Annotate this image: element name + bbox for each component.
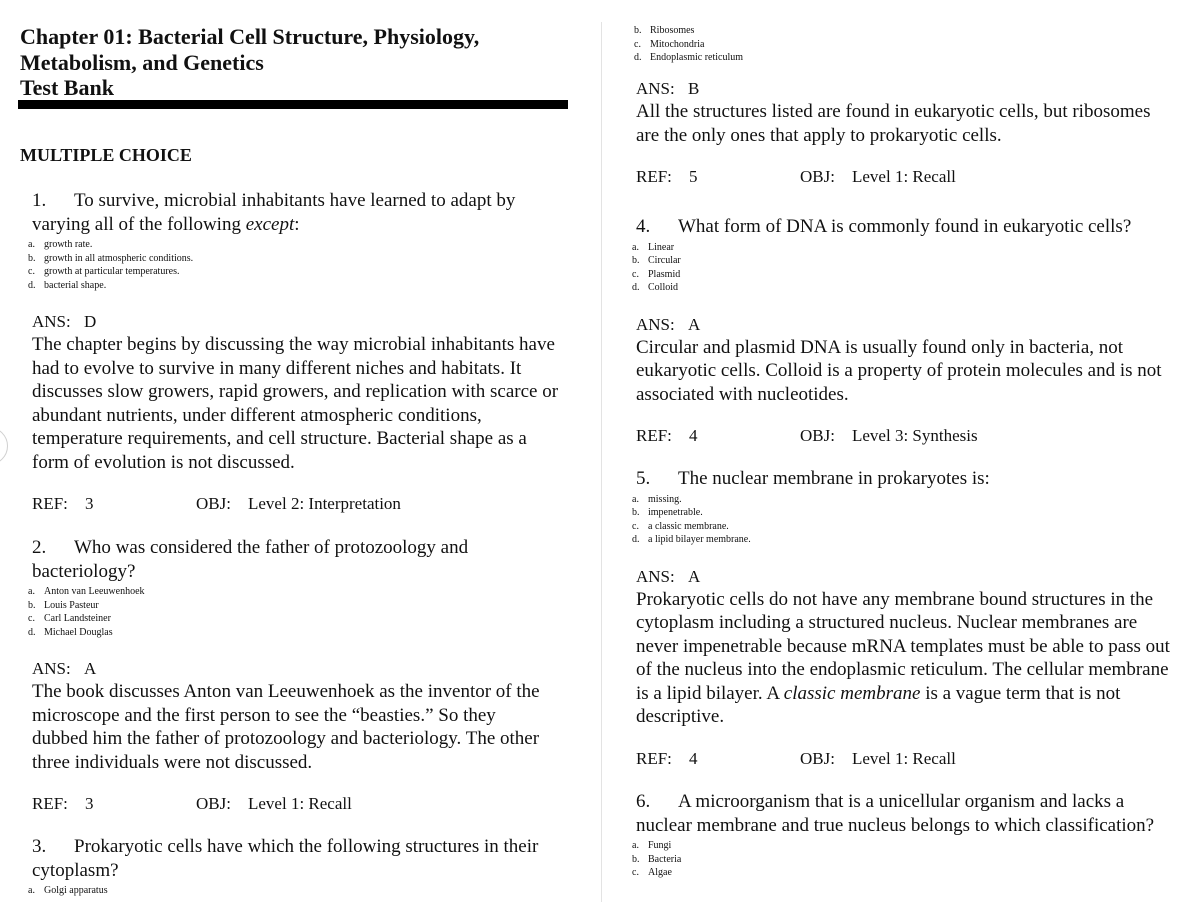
reference-line: REF: 3 OBJ: Level 1: Recall <box>32 794 352 813</box>
choice-b: b. Louis Pasteur <box>28 599 99 611</box>
answer-line: ANS: B <box>636 79 700 98</box>
choice-c: c. Plasmid <box>632 268 681 280</box>
choice-list <box>28 585 552 639</box>
choice-d: d. Colloid <box>632 282 679 293</box>
answer-line: ANS: D <box>32 312 97 331</box>
question-stem: 6. A microorganism that is a unicellular organism and lacks a nuclear membrane and true nucleus belongs to which classification? <box>636 791 1155 836</box>
choice-d: d. Michael Douglas <box>28 626 113 638</box>
question-3 <box>28 835 572 898</box>
choice-b: b. growth in all atmospheric conditions. <box>28 252 194 264</box>
choice-c: c. Mitochondria <box>634 38 705 50</box>
question-number: 3. <box>32 836 47 857</box>
question-2 <box>28 536 552 816</box>
answer-line: ANS: A <box>636 314 701 334</box>
question-3-answer <box>636 59 1176 189</box>
question-stem: 4. What form of DNA is commonly found in eukaryotic cells? <box>636 216 1132 237</box>
choice-list <box>28 238 567 292</box>
choice-list <box>28 884 572 898</box>
choice-list <box>632 493 1176 547</box>
page-edge-circle <box>0 427 8 465</box>
rationale: The chapter begins by discussing the way microbial inhabitants have had to evolve to survive in many different niches and habitats. It discusses slow growers, rapid growers, and replication with scarce or abundant nutrients, under different atmospheric conditions, temperature requirements, and cell structure. Bacterial shape as a form of evolution is not discussed. <box>32 334 559 473</box>
question-number: 2. <box>32 537 47 558</box>
choice-c: c. Algae <box>632 867 672 878</box>
question-number: 6. <box>636 791 651 812</box>
column-divider <box>601 22 602 902</box>
title-line-3: Test Bank <box>20 75 114 100</box>
answer-value: B <box>688 79 700 98</box>
answer-value: A <box>688 566 701 586</box>
choice-b: b. Bacteria <box>632 853 682 865</box>
choice-b: b. Ribosomes <box>634 25 695 36</box>
choice-a: a. Anton van Leeuwenhoek <box>28 586 145 597</box>
choice-a: a. Golgi apparatus <box>28 885 108 896</box>
rationale: All the structures listed are found in eukaryotic cells, but ribosomes are the only ones that apply to prokaryotic cells. <box>636 101 1151 146</box>
choice-a: a. missing. <box>632 493 682 505</box>
choice-list <box>632 839 1166 880</box>
section-heading: MULTIPLE CHOICE <box>20 145 192 165</box>
reference-line: REF: 4 OBJ: Level 1: Recall <box>636 748 956 768</box>
answer-value: A <box>84 659 97 678</box>
choice-a: a. Linear <box>632 241 675 253</box>
choice-d: d. bacterial shape. <box>28 279 107 291</box>
choice-b: b. Circular <box>632 255 681 266</box>
choice-c: c. growth at particular temperatures. <box>28 266 180 277</box>
choice-a: a. Fungi <box>632 840 672 851</box>
question-4 <box>632 215 1176 448</box>
question-6 <box>632 790 1166 880</box>
rationale: The book discusses Anton van Leeuwenhoek as the inventor of the microscope and the first person to see the “beasties.” So they dubbed him the father of protozoology and bacteriology. The other three individuals were not discussed. <box>32 681 540 773</box>
title-line-1: Chapter 01: Bacterial Cell Structure, Physiology, <box>20 24 480 49</box>
choice-c: c. a classic membrane. <box>632 520 729 532</box>
question-stem: 3. Prokaryotic cells have which the following structures in their cytoplasm? <box>32 836 539 881</box>
question-number: 4. <box>636 216 651 237</box>
rationale: Circular and plasmid DNA is usually found only in bacteria, not eukaryotic cells. Colloid is a property of protein molecules and is not associated with nucleotides. <box>636 336 1162 405</box>
choice-b: b. impenetrable. <box>632 507 703 518</box>
question-1 <box>28 189 567 516</box>
question-stem: 1. To survive, microbial inhabitants have learned to adapt by varying all of the following except: <box>32 190 516 235</box>
answer-line: ANS: A <box>32 659 97 678</box>
question-5 <box>632 467 1176 771</box>
rationale: Prokaryotic cells do not have any membrane bound structures in the cytoplasm including a structured nucleus. Nuclear membranes are never impenetrable because mRNA templates must be able to pass out of the nucleus into the endoplasmic reticulum. The cellular membrane is a lipid bilayer. A classic membrane is a vague term that is not descriptive. <box>636 588 1170 727</box>
choice-list <box>632 241 1176 295</box>
answer-line: ANS: A <box>636 566 701 586</box>
question-number: 1. <box>32 190 47 211</box>
reference-line: REF: 5 OBJ: Level 1: Recall <box>636 167 956 186</box>
question-number: 5. <box>636 468 651 489</box>
question-stem: 5. The nuclear membrane in prokaryotes is: <box>636 468 990 489</box>
answer-value: D <box>84 312 97 331</box>
reference-line: REF: 4 OBJ: Level 3: Synthesis <box>636 426 978 445</box>
reference-line: REF: 3 OBJ: Level 2: Interpretation <box>32 494 401 513</box>
choice-d: d. Endoplasmic reticulum <box>634 52 744 63</box>
question-stem: 2. Who was considered the father of protozoology and bacteriology? <box>32 537 469 582</box>
title-line-2: Metabolism, and Genetics <box>20 49 264 75</box>
choice-a: a. growth rate. <box>28 239 93 250</box>
document-title <box>20 24 479 101</box>
choice-d: d. a lipid bilayer membrane. <box>632 534 751 545</box>
title-rule <box>18 100 568 109</box>
choice-c: c. Carl Landsteiner <box>28 613 111 624</box>
answer-value: A <box>688 314 701 334</box>
